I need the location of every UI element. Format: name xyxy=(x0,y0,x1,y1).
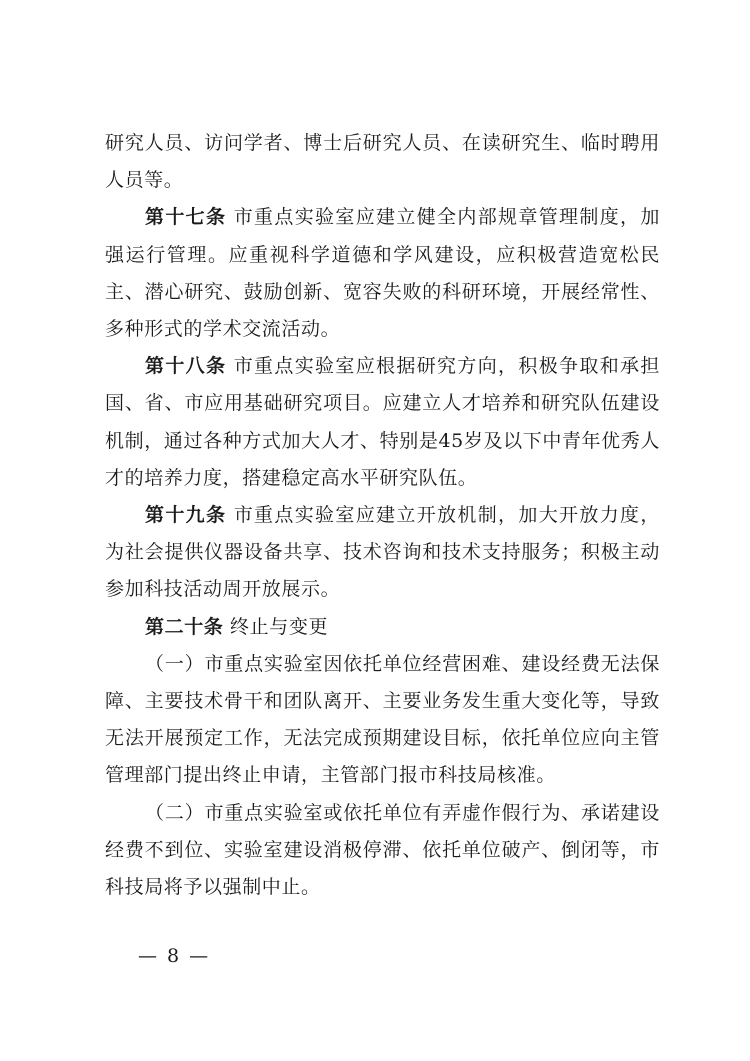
document-body xyxy=(105,125,660,906)
article-19 xyxy=(105,497,660,609)
clause-text: （二）市重点实验室或依托单位有弄虚作假行为、承诺建设经费不到位、实验室建设消极停滞、依托单位破产、倒闭等，市科技局将予以强制中止。 xyxy=(105,801,660,899)
page-number: — 8 — xyxy=(138,945,211,967)
article-text: 市重点实验室应建立开放机制，加大开放力度，为社会提供仪器设备共享、技术咨询和技术支持服务；积极主动参加科技活动周开放展示。 xyxy=(105,504,660,601)
article-number: 第十九条 xyxy=(145,504,227,527)
article-18 xyxy=(105,348,660,497)
paragraph-continuation xyxy=(105,125,660,199)
article-text: 市重点实验室应根据研究方向，积极争取和承担国、省、市应用基础研究项目。应建立人才培养和研究队伍建设机制，通过各种方式加大人才、特别是45岁及以下中青年优秀人才的培养力度，搭建稳定高水平研究队伍。 xyxy=(105,355,660,489)
article-17 xyxy=(105,199,660,348)
paragraph-text: 研究人员、访问学者、博士后研究人员、在读研究生、临时聘用人员等。 xyxy=(105,132,660,192)
article-20 xyxy=(105,609,660,646)
article-number: 第二十条 xyxy=(145,615,224,638)
clause-1 xyxy=(105,646,660,795)
article-number: 第十七条 xyxy=(145,206,227,229)
clause-text: （一）市重点实验室因依托单位经营困难、建设经费无法保障、主要技术骨干和团队离开、主要业务发生重大变化等，导致无法开展预定工作，无法完成预期建设目标，依托单位应向主管管理部门提出终止申请，主管部门报市科技局核准。 xyxy=(105,652,660,787)
clause-2 xyxy=(105,795,660,907)
article-text: 终止与变更 xyxy=(230,615,329,638)
article-number: 第十八条 xyxy=(145,355,227,378)
article-text: 市重点实验室应建立健全内部规章管理制度，加强运行管理。应重视科学道德和学风建设，应积极营造宽松民主、潜心研究、鼓励创新、宽容失败的科研环境，开展经常性、多种形式的学术交流活动。 xyxy=(105,206,660,341)
